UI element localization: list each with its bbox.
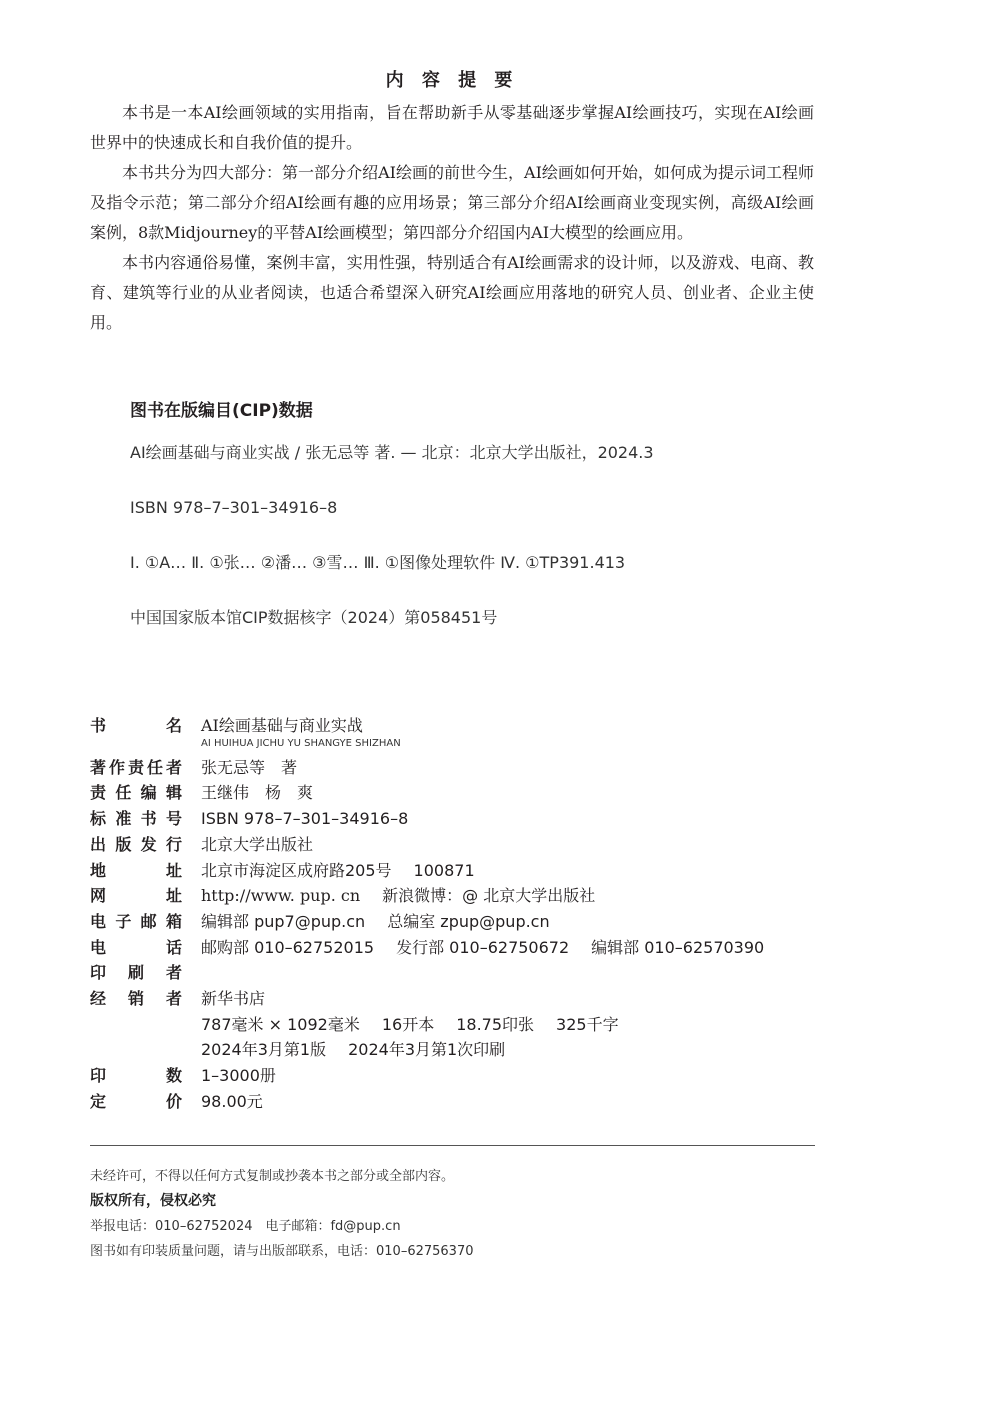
colophon-row-edition (90, 1037, 814, 1063)
printed-sheets: 18.75印张 (456, 1014, 535, 1034)
cip-title-line: AI绘画基础与商业实战 / 张无忌等 著. — 北京：北京大学出版社，2024.3 (130, 443, 654, 462)
email-label: 电子邮箱 (90, 911, 182, 931)
editorial-phone: 编辑部 010–62570390 (591, 937, 765, 957)
address-value (201, 858, 497, 884)
book-name-pinyin: AI HUIHUA JICHU YU SHANGYE SHIZHAN (201, 737, 401, 749)
book-name-value: AI绘画基础与商业实战 (201, 716, 363, 735)
edition-value (201, 1037, 527, 1063)
specification-value (201, 1012, 641, 1038)
colophon (90, 713, 814, 1115)
colophon-row-specification (90, 1012, 814, 1038)
email-value (201, 909, 572, 935)
isbn-value: ISBN 978–7–301–34916–8 (201, 809, 409, 829)
summary-paragraph: 本书内容通俗易懂，案例丰富，实用性强，特别适合有AI绘画需求的设计师，以及游戏、电商、教育、建筑等行业的从业者阅读，也适合希望深入研究AI绘画应用落地的研究人员、创业者、企业主使用。 (90, 253, 814, 332)
cip-classification-line: Ⅰ. ①A… Ⅱ. ①张… ②潘… ③雪… Ⅲ. ①图像处理软件 Ⅳ. ①TP391.413 (130, 553, 626, 572)
website-url: http://www. pup. cn (201, 886, 361, 906)
editor-value: 王继伟 杨 爽 (201, 783, 314, 803)
colophon-row-editor (90, 780, 814, 806)
copyright-footer (90, 1164, 790, 1264)
editor-label: 责任编辑 (90, 783, 182, 803)
quality-contact: 图书如有印装质量问题，请与出版部联系，电话：010–62756370 (90, 1244, 474, 1259)
address-label: 地 址 (90, 860, 182, 880)
summary-heading: 内 容 提 要 (385, 70, 519, 91)
cip-data-block (130, 396, 830, 661)
editorial-email: 编辑部 pup7@pup.cn (201, 911, 366, 931)
author-value: 张无忌等 著 (201, 757, 298, 777)
publisher-value: 北京大学出版社 (201, 834, 314, 854)
website-label: 网 址 (90, 886, 182, 906)
word-count: 325千字 (556, 1014, 619, 1034)
summary-paragraph: 本书是一本AI绘画领域的实用指南，旨在帮助新手从零基础逐步掌握AI绘画技巧，实现在AI绘画世界中的快速成长和自我价值的提升。 (90, 103, 814, 152)
print-run-value: 1–3000册 (201, 1066, 276, 1086)
distributor-label: 经 销 者 (90, 989, 182, 1009)
colophon-row-address (90, 858, 814, 884)
colophon-row-printer (90, 960, 814, 986)
author-label: 著作责任者 (90, 757, 182, 777)
divider (90, 1145, 815, 1146)
cip-isbn-line: ISBN 978–7–301–34916–8 (130, 498, 338, 517)
colophon-row-website (90, 883, 814, 909)
report-contact: 举报电话：010–62752024 电子邮箱：fd@pup.cn (90, 1219, 401, 1234)
price-label: 定 价 (90, 1091, 182, 1111)
summary-paragraph: 本书共分为四大部分：第一部分介绍AI绘画的前世今生，AI绘画如何开始，如何成为提示词工程师及指令示范；第二部分介绍AI绘画有趣的应用场景；第三部分介绍AI绘画商业变现实例，高级AI绘画案例，8款Midjourney的平替AI绘画模型；第四部分介绍国内AI大模型的绘画应用。 (90, 163, 814, 242)
colophon-row-isbn (90, 806, 814, 832)
mail-order-phone: 邮购部 010–62752015 (201, 937, 375, 957)
colophon-row-author (90, 755, 814, 781)
printing: 2024年3月第1次印刷 (348, 1040, 506, 1060)
edition: 2024年3月第1版 (201, 1040, 327, 1060)
street-address: 北京市海淀区成府路205号 (201, 860, 392, 880)
rights-reserved: 版权所有，侵权必究 (90, 1193, 216, 1209)
colophon-row-phone (90, 935, 814, 961)
phone-value (201, 935, 786, 961)
colophon-row-publisher (90, 832, 814, 858)
price-value: 98.00元 (201, 1091, 263, 1111)
printer-label: 印 刷 者 (90, 963, 182, 983)
colophon-row-print-run (90, 1063, 814, 1089)
colophon-row-book-name (90, 713, 814, 739)
weibo-account: 新浪微博：@ 北京大学出版社 (382, 886, 596, 906)
paper-size: 787毫米 × 1092毫米 (201, 1014, 360, 1034)
distribution-phone: 发行部 010–62750672 (396, 937, 570, 957)
chief-editor-email: 总编室 zpup@pup.cn (387, 911, 550, 931)
colophon-row-email (90, 909, 814, 935)
colophon-row-distributor (90, 986, 814, 1012)
publisher-label: 出版发行 (90, 834, 182, 854)
colophon-row-price (90, 1089, 814, 1115)
book-name-label: 书 名 (90, 716, 182, 735)
format: 16开本 (381, 1014, 435, 1034)
cip-title: 图书在版编目(CIP)数据 (130, 401, 313, 421)
print-run-label: 印 数 (90, 1066, 182, 1086)
isbn-label: 标准书号 (90, 809, 182, 829)
website-value (201, 883, 617, 909)
phone-label: 电 话 (90, 937, 182, 957)
content-summary (90, 66, 814, 338)
postal-code: 100871 (413, 860, 475, 880)
copy-notice: 未经许可，不得以任何方式复制或抄袭本书之部分或全部内容。 (90, 1169, 455, 1184)
distributor-value: 新华书店 (201, 989, 266, 1009)
cip-record-number-line: 中国国家版本馆CIP数据核字（2024）第058451号 (130, 608, 498, 627)
